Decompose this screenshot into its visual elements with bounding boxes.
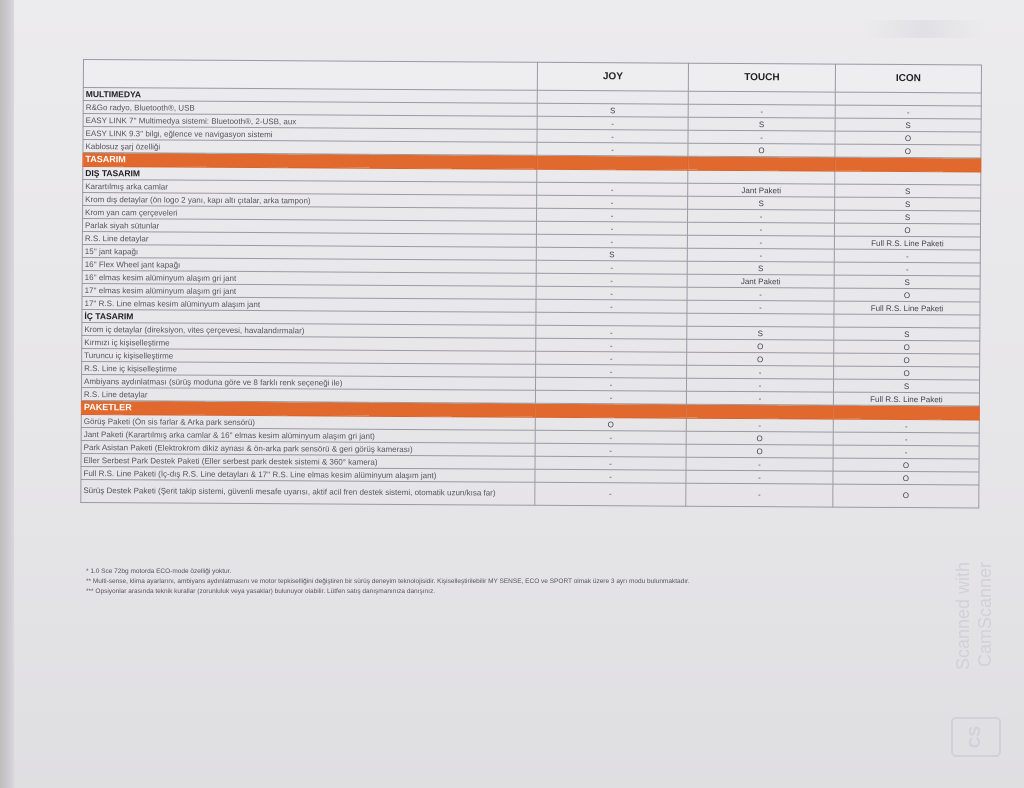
value-cell-icon: S	[835, 184, 981, 198]
value-cell-icon: -	[834, 262, 980, 276]
value-cell-icon	[835, 157, 981, 172]
value-cell-icon: S	[833, 379, 979, 393]
column-header-icon: ICON	[835, 64, 981, 93]
column-header-touch: TOUCH	[688, 63, 835, 92]
value-cell-touch: O	[687, 339, 834, 353]
value-cell-joy	[536, 312, 687, 326]
value-cell-joy: -	[537, 208, 688, 222]
value-cell-icon: O	[834, 340, 980, 354]
value-cell-icon: O	[834, 223, 980, 237]
value-cell-touch	[686, 404, 833, 419]
value-cell-touch: -	[688, 209, 835, 223]
value-cell-icon: S	[834, 327, 980, 341]
footnote-3: *** Opsiyonlar arasında teknik kurallar (zorunluluk veya yasaklar) bulunuyor olabilir. Lütfen satış danışmanınıza danışınız.	[86, 588, 436, 595]
value-cell-icon: O	[833, 471, 979, 485]
value-cell-icon	[834, 314, 980, 328]
subsection-title: MULTIMEDYA	[83, 88, 537, 104]
value-cell-icon: O	[833, 458, 979, 472]
value-cell-icon: Full R.S. Line Paketi	[834, 301, 980, 315]
value-cell-icon: O	[833, 484, 979, 508]
feature-cell: Turuncu iç kişiselleştirme	[82, 348, 536, 364]
value-cell-touch: S	[688, 196, 835, 210]
footnote-2: ** Multi-sense, klima ayarlarını, ambiyans aydınlatmasını ve motor tepkiselliğini değiştiren bir sürüş deneyim teknolojisidir. Kişiselleştirilebilir MY SENSE, ECO ve SPORT olmak üzere 3 ayrı modu bulunmaktadır.	[86, 578, 690, 585]
value-cell-joy: -	[536, 338, 687, 352]
feature-cell: Kırmızı iç kişiselleştirme	[82, 335, 536, 351]
value-cell-touch: S	[687, 326, 834, 340]
value-cell-icon: O	[835, 131, 981, 145]
value-cell-touch: -	[686, 457, 833, 471]
feature-cell: Görüş Paketi (Ön sis farlar & Arka park sensörü)	[81, 414, 535, 430]
feature-cell: R.S. Line iç kişiselleştirme	[82, 361, 536, 377]
value-cell-joy: S	[537, 103, 688, 117]
value-cell-touch: -	[686, 470, 833, 484]
value-cell-icon: Full R.S. Line Paketi	[834, 236, 980, 250]
value-cell-joy: -	[537, 129, 688, 143]
value-cell-icon: S	[835, 210, 981, 224]
book-spine-shadow	[0, 0, 14, 788]
value-cell-joy: -	[536, 221, 687, 235]
feature-cell: Eller Serbest Park Destek Paketi (Eller serbest park destek sistemi & 360° kamera)	[81, 453, 535, 469]
value-cell-icon: -	[833, 419, 979, 433]
feature-cell: EASY LINK 7'' Multimedya sistemi: Bluetooth®, 2-USB, aux	[83, 114, 537, 130]
feature-cell: Parlak siyah sütunlar	[82, 219, 536, 235]
value-cell-touch: -	[687, 287, 834, 301]
feature-cell: Sürüş Destek Paketi (Şerit takip sistemi, güvenli mesafe uyarısı, aktif acil fren destek sistemi, otomatik uzun/kısa far)	[81, 479, 535, 505]
feature-cell: Krom yan cam çerçeveleri	[83, 206, 537, 222]
value-cell-joy: -	[535, 469, 686, 483]
value-cell-touch: -	[687, 235, 834, 249]
value-cell-joy: -	[535, 443, 686, 457]
value-cell-joy	[537, 155, 688, 170]
value-cell-joy: -	[535, 377, 686, 391]
camscanner-logo-icon: CS	[951, 717, 1001, 757]
value-cell-icon	[833, 405, 979, 420]
value-cell-joy	[537, 169, 688, 183]
value-cell-joy: -	[537, 195, 688, 209]
value-cell-icon: O	[835, 144, 981, 158]
footnotes	[86, 567, 906, 597]
value-cell-icon: Full R.S. Line Paketi	[833, 392, 979, 406]
feature-cell: R.S. Line detaylar	[81, 387, 535, 403]
value-cell-touch: -	[688, 104, 835, 118]
value-cell-joy: -	[535, 456, 686, 470]
value-cell-joy: -	[537, 142, 688, 156]
value-cell-joy: -	[536, 364, 687, 378]
value-cell-icon: -	[833, 432, 979, 446]
value-cell-icon: O	[834, 353, 980, 367]
value-cell-icon	[835, 92, 981, 106]
feature-cell: Krom dış detaylar (ön logo 2 yanı, kapı altı çıtalar, arka tampon)	[83, 193, 537, 209]
value-cell-touch	[687, 313, 834, 327]
value-cell-touch: Jant Paketi	[687, 274, 834, 288]
feature-cell: Full R.S. Line Paketi (İç-dış R.S. Line detayları & 17'' R.S. Line elmas kesim alüminyum alaşım jant)	[81, 466, 535, 482]
subsection-title: İÇ TASARIM	[82, 309, 536, 325]
blurred-corner-text	[864, 20, 984, 38]
value-cell-touch: Jant Paketi	[688, 183, 835, 197]
value-cell-touch: -	[686, 391, 833, 405]
value-cell-icon	[835, 171, 981, 185]
value-cell-touch: -	[686, 418, 833, 432]
footnote-1: * 1.0 Sce 72bg motorda ECO-mode özelliği yoktur.	[86, 568, 232, 575]
value-cell-touch: O	[686, 431, 833, 445]
watermark-line-2: CamScanner	[975, 562, 995, 668]
feature-cell: R.S. Line detaylar	[82, 231, 536, 247]
value-cell-touch: O	[688, 143, 835, 157]
feature-cell: 15'' jant kapağı	[82, 244, 536, 260]
value-cell-joy: -	[536, 273, 687, 287]
feature-cell: Ambiyans aydınlatması (sürüş moduna göre ve 8 farklı renk seçeneği ile)	[81, 374, 535, 390]
feature-cell: Park Asistan Paketi (Elektrokrom dikiz aynası & ön-arka park sensörü & geri görüş kamerası)	[81, 440, 535, 456]
value-cell-joy: -	[537, 116, 688, 130]
value-cell-touch: -	[686, 378, 833, 392]
value-cell-touch: -	[687, 222, 834, 236]
subsection-title: DIŞ TASARIM	[83, 167, 537, 183]
value-cell-joy: -	[536, 260, 687, 274]
value-cell-touch: -	[687, 300, 834, 314]
value-cell-icon: S	[834, 275, 980, 289]
value-cell-touch: -	[688, 130, 835, 144]
value-cell-icon: -	[835, 105, 981, 119]
section-title: PAKETLER	[81, 400, 535, 417]
value-cell-joy: -	[535, 390, 686, 404]
feature-cell: Kablosuz şarj özelliği	[83, 140, 537, 156]
section-title: TASARIM	[83, 153, 537, 170]
column-header-joy: JOY	[537, 62, 688, 91]
feature-cell: Karartılmış arka camlar	[83, 180, 537, 196]
value-cell-icon: S	[835, 118, 981, 132]
value-cell-touch: O	[686, 444, 833, 458]
value-cell-joy	[535, 403, 686, 418]
value-cell-joy: -	[536, 351, 687, 365]
value-cell-joy: S	[536, 247, 687, 261]
value-cell-joy	[537, 90, 688, 104]
value-cell-touch	[688, 170, 835, 184]
value-cell-touch	[688, 156, 835, 171]
value-cell-icon: -	[833, 445, 979, 459]
value-cell-touch: O	[687, 352, 834, 366]
value-cell-touch	[688, 91, 835, 105]
feature-cell: 16'' Flex Wheel jant kapağı	[82, 257, 536, 273]
feature-cell: 16'' elmas kesim alüminyum alaşım gri jant	[82, 270, 536, 286]
value-cell-joy: -	[536, 299, 687, 313]
feature-cell: R&Go radyo, Bluetooth®, USB	[83, 101, 537, 117]
value-cell-joy: -	[536, 325, 687, 339]
value-cell-joy: -	[535, 482, 686, 506]
value-cell-touch: -	[686, 483, 833, 507]
value-cell-touch: S	[688, 117, 835, 131]
table-body	[81, 88, 982, 508]
value-cell-icon: S	[835, 197, 981, 211]
value-cell-touch: -	[687, 248, 834, 262]
feature-cell: 17'' elmas kesim alüminyum alaşım gri jant	[82, 283, 536, 299]
feature-cell: EASY LINK 9.3'' bilgi, eğlence ve navigasyon sistemi	[83, 127, 537, 143]
value-cell-joy: O	[535, 417, 686, 431]
feature-cell: Krom iç detaylar (direksiyon, vites çerçevesi, havalandırmalar)	[82, 322, 536, 338]
camscanner-watermark	[952, 562, 1008, 767]
value-cell-joy: -	[535, 430, 686, 444]
value-cell-touch: -	[687, 365, 834, 379]
feature-cell: 17'' R.S. Line elmas kesim alüminyum alaşım jant	[82, 296, 536, 312]
value-cell-icon: O	[834, 288, 980, 302]
value-cell-joy: -	[537, 182, 688, 196]
feature-cell: Jant Paketi (Karartılmış arka camlar & 16'' elmas kesim alüminyum alaşım gri jant)	[81, 427, 535, 443]
watermark-line-1: Scanned with	[953, 562, 973, 671]
value-cell-joy: -	[536, 286, 687, 300]
value-cell-icon: O	[834, 366, 980, 380]
table-row	[81, 479, 979, 507]
watermark-text	[952, 562, 1008, 712]
feature-column-header	[83, 60, 537, 91]
value-cell-touch: S	[687, 261, 834, 275]
equipment-table	[80, 59, 982, 508]
value-cell-joy: -	[536, 234, 687, 248]
value-cell-icon: -	[834, 249, 980, 263]
